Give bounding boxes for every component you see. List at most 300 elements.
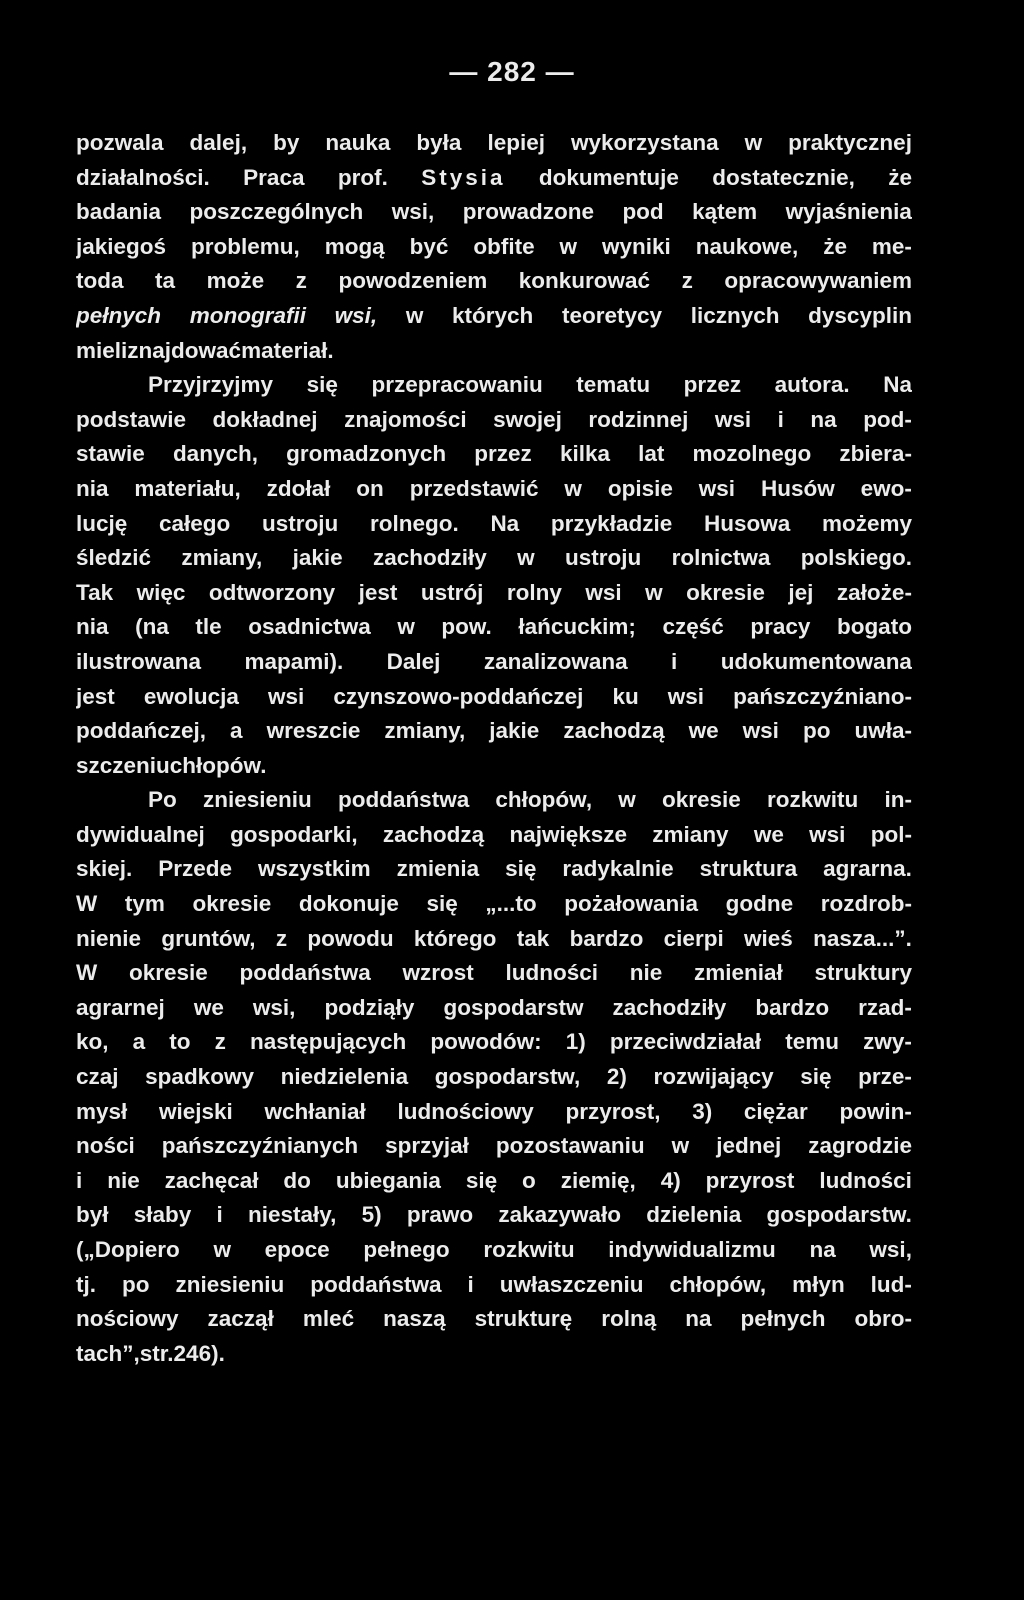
text-line: [76, 887, 912, 922]
word: on: [356, 475, 384, 501]
word: Dalej: [386, 648, 441, 674]
word: słaby: [133, 1202, 192, 1228]
word: agrarnej: [76, 994, 165, 1020]
word: okresie: [662, 787, 741, 813]
word: pow.: [441, 614, 492, 640]
word: zachodziły: [372, 545, 487, 571]
word: gospodarstw: [443, 994, 584, 1020]
word: autora.: [774, 372, 850, 398]
word: prze-: [858, 1064, 912, 1090]
word: ubiegania: [335, 1167, 441, 1193]
word: zdołał: [266, 475, 331, 501]
word: chłopów,: [669, 1271, 767, 1297]
word: się: [505, 856, 537, 882]
word: licznych: [690, 302, 780, 328]
word: chłopów.: [169, 752, 267, 778]
word: dokładnej: [212, 406, 318, 432]
word: o: [522, 1167, 536, 1193]
word: skiej.: [76, 856, 133, 882]
word: ko,: [76, 1029, 109, 1055]
word: chłopów,: [495, 787, 593, 813]
word: cierpi: [663, 925, 724, 951]
word: poddańczej,: [76, 718, 207, 744]
word: zachodziły: [612, 994, 727, 1020]
word: Przede: [158, 856, 233, 882]
word: w: [517, 545, 535, 571]
text-line: [76, 403, 912, 438]
word: wsi: [698, 475, 736, 501]
word: zachęcał: [164, 1167, 259, 1193]
word: wiejski: [159, 1098, 233, 1124]
word: z: [681, 268, 693, 294]
word: i: [467, 1271, 474, 1297]
word: badania: [76, 199, 162, 225]
word: sprzyjał: [385, 1133, 469, 1159]
text-line: [76, 264, 912, 299]
word: udokumentowana: [720, 648, 912, 674]
word: dalej,: [189, 130, 248, 155]
word: jej: [788, 579, 814, 605]
word: zanalizowana: [483, 648, 628, 674]
word: obro-: [854, 1306, 912, 1332]
word: zakazywało: [498, 1202, 621, 1228]
word: zmiany: [652, 821, 729, 847]
word: 246).: [173, 1340, 225, 1366]
word: niestały,: [248, 1202, 337, 1228]
text-line: [76, 1060, 912, 1095]
word: zmiany,: [181, 545, 263, 571]
word: problemu,: [190, 233, 300, 259]
word: struktury: [814, 960, 912, 986]
word: lepiej: [487, 130, 545, 155]
word: epoce: [264, 1237, 330, 1262]
text-line: [76, 541, 912, 576]
word: z: [214, 1029, 226, 1055]
word: ludnościowy: [397, 1098, 534, 1124]
word: wsi,: [252, 994, 296, 1020]
word: me-: [871, 233, 912, 259]
word: w: [671, 1133, 690, 1159]
word: ustroju: [564, 545, 642, 571]
word: odtworzony: [208, 579, 336, 605]
text-line: [76, 1095, 912, 1130]
text-line: [76, 161, 912, 196]
word: powodu: [307, 925, 394, 951]
word: „...to: [485, 891, 537, 917]
word: gromadzonych: [286, 441, 447, 467]
word: ta: [155, 268, 176, 294]
word: śledzić: [76, 545, 152, 571]
word: wsi,: [334, 302, 378, 328]
word: wieś: [744, 925, 793, 951]
word: wsi: [742, 718, 779, 744]
text-line: [76, 126, 912, 161]
word: założe-: [836, 579, 912, 605]
text-line: [76, 922, 912, 957]
word: uwłaszczeniu: [499, 1271, 644, 1297]
word: dostatecznie,: [712, 164, 855, 190]
word: znajomości: [344, 406, 467, 432]
word: okresie: [128, 960, 208, 986]
word: w: [559, 233, 578, 259]
text-line: [76, 472, 912, 507]
word: a: [132, 1029, 146, 1055]
word: podziąły: [324, 994, 415, 1020]
word: wsi,: [869, 1237, 912, 1262]
word: mysł: [76, 1098, 128, 1124]
word: Husowa: [703, 510, 791, 536]
word: nauka: [325, 130, 391, 155]
word: materiał.: [241, 337, 334, 363]
word: ewolucja: [143, 683, 239, 709]
word: 5): [361, 1202, 382, 1228]
word: wsi: [585, 579, 622, 605]
word: zwy-: [863, 1029, 912, 1055]
word: tj.: [76, 1271, 96, 1297]
word: rolnego.: [369, 510, 459, 536]
word: przyrost,: [565, 1098, 661, 1124]
word: pracy: [750, 614, 811, 640]
word: Praca: [243, 164, 305, 190]
word: młyn: [792, 1271, 845, 1297]
page-body-text: [76, 126, 912, 1371]
word: i: [671, 648, 678, 674]
word: wszystkim: [258, 856, 371, 882]
word: poddaństwa: [310, 1271, 442, 1297]
word: we: [193, 994, 224, 1020]
word: Na: [883, 372, 912, 398]
word: i: [777, 406, 784, 432]
text-line: [76, 991, 912, 1026]
word: w: [744, 130, 763, 155]
word: jednej: [716, 1133, 782, 1159]
word: w: [564, 475, 582, 501]
word: pol-: [870, 821, 912, 847]
word: we: [753, 821, 784, 847]
word: mogą: [324, 233, 385, 259]
word: rozwijający: [653, 1064, 774, 1090]
word: 2): [606, 1064, 627, 1090]
word: przepracowaniu: [371, 372, 543, 398]
word: spadkowy: [145, 1064, 254, 1090]
word: po: [802, 718, 831, 744]
word: wsi: [667, 683, 705, 709]
word: się: [306, 372, 338, 398]
word: prawo: [406, 1202, 474, 1228]
word: 4): [660, 1167, 681, 1193]
text-line: [76, 1337, 912, 1372]
word: zachodzą: [563, 718, 665, 744]
word: powodów:: [430, 1029, 542, 1055]
word: zniesieniu: [202, 787, 312, 813]
word: 3): [692, 1098, 713, 1124]
word: ziemię,: [560, 1167, 636, 1193]
word: ludności: [505, 960, 598, 986]
word: czaj: [76, 1064, 119, 1090]
word: tach”,: [76, 1340, 140, 1366]
word: do: [283, 1167, 311, 1193]
word: jest: [76, 683, 115, 709]
word: mleć: [302, 1306, 355, 1332]
word: temu: [785, 1029, 840, 1055]
word: na: [810, 406, 837, 432]
word: gospodarki,: [230, 821, 358, 847]
word: rozkwitu: [483, 1237, 575, 1262]
word: danych,: [172, 441, 258, 467]
word: z: [295, 268, 307, 294]
text-line: [76, 437, 912, 472]
text-line: [76, 956, 912, 991]
word: lud-: [870, 1271, 912, 1297]
word: zagrodzie: [808, 1133, 912, 1159]
word: ewo-: [860, 475, 912, 501]
word: jakie: [489, 718, 540, 744]
text-line: [76, 230, 912, 265]
word: prof.: [337, 164, 388, 190]
word: opracowywaniem: [724, 268, 912, 294]
word: osadnictwa: [248, 614, 371, 640]
text-line: [76, 1233, 912, 1268]
word: mozolnego: [692, 441, 812, 467]
word: ludności: [819, 1167, 912, 1193]
word: którego: [413, 925, 497, 951]
word: nościowy: [76, 1306, 179, 1332]
word: zbiera-: [839, 441, 912, 467]
text-line: [76, 645, 912, 680]
word: zmiany,: [384, 718, 466, 744]
word: powodzeniem: [338, 268, 488, 294]
word: ustrój: [420, 579, 484, 605]
word: Stysia: [421, 164, 506, 190]
word: rolnictwa: [671, 545, 771, 571]
word: naszą: [383, 1306, 446, 1332]
word: pożałowania: [564, 891, 699, 917]
word: poddaństwa: [239, 960, 371, 986]
word: powin-: [839, 1098, 912, 1124]
word: wsi: [809, 821, 846, 847]
text-line: [76, 195, 912, 230]
text-line: [76, 714, 912, 749]
word: W: [76, 960, 98, 986]
word: czynszowo-poddańczej: [333, 683, 584, 709]
text-line: [76, 749, 912, 784]
word: okresie: [192, 891, 272, 917]
word: nia: [76, 475, 109, 501]
text-line: [76, 1198, 912, 1233]
word: nie: [107, 1167, 140, 1193]
word: teoretycy: [561, 302, 663, 328]
word: pod-: [863, 406, 912, 432]
word: była: [416, 130, 462, 155]
word: rozdrob-: [820, 891, 912, 917]
word: nienie: [76, 925, 142, 951]
word: Po: [148, 787, 177, 813]
word: bardzo: [755, 994, 830, 1020]
word: że: [888, 164, 912, 190]
word: zmieniał: [693, 960, 783, 986]
word: obfite: [473, 233, 535, 259]
word: materiału,: [134, 475, 241, 501]
text-line: [76, 852, 912, 887]
word: 1): [565, 1029, 586, 1055]
word: Przyjrzyjmy: [148, 372, 274, 398]
word: praktycznej: [788, 130, 912, 155]
word: pełnych: [740, 1306, 826, 1332]
word: pańszczyźniano-: [733, 683, 912, 709]
word: dyscyplin: [808, 302, 912, 328]
word: bardzo: [569, 925, 644, 951]
word: agrarna.: [823, 856, 912, 882]
word: przykładzie: [550, 510, 673, 536]
word: pełnego: [363, 1237, 450, 1262]
word: mapami).: [244, 648, 344, 674]
word: tak: [516, 925, 550, 951]
word: przedstawić: [409, 475, 539, 501]
word: stawie: [76, 441, 145, 467]
word: był: [76, 1202, 109, 1228]
word: podstawie: [76, 406, 187, 432]
word: więc: [136, 579, 186, 605]
word: polskiego.: [800, 545, 912, 571]
word: w: [405, 302, 424, 328]
text-line: [76, 610, 912, 645]
word: wykorzystana: [571, 130, 719, 155]
word: niedzielenia: [280, 1064, 409, 1090]
word: całego: [159, 510, 231, 536]
word: gospodarstw.: [766, 1202, 912, 1228]
word: godne: [725, 891, 794, 917]
word: dywidualnej: [76, 821, 205, 847]
text-line: [76, 1302, 912, 1337]
word: w: [213, 1237, 231, 1262]
word: może: [206, 268, 265, 294]
word: przez: [683, 372, 742, 398]
word: część: [662, 614, 724, 640]
word: tematu: [576, 372, 651, 398]
word: a: [230, 718, 243, 744]
word: tle: [195, 614, 222, 640]
word: ilustrowana: [76, 648, 202, 674]
word: poszczególnych: [189, 199, 364, 225]
word: możemy: [821, 510, 912, 536]
word: wreszcie: [266, 718, 361, 744]
text-line: [76, 818, 912, 853]
word: wzrost: [402, 960, 474, 986]
text-line: [76, 507, 912, 542]
text-line: [76, 576, 912, 611]
word: opisie: [607, 475, 673, 501]
word: pozwala: [76, 130, 164, 155]
word: przyrost: [705, 1167, 795, 1193]
word: pańszczyźnianych: [161, 1133, 359, 1159]
word: przez: [474, 441, 532, 467]
word: okresie: [686, 579, 765, 605]
word: Husów: [760, 475, 835, 501]
word: wchłaniał: [264, 1098, 366, 1124]
word: rolną: [601, 1306, 657, 1332]
word: in-: [884, 787, 912, 813]
word: w: [618, 787, 636, 813]
word: ności: [76, 1133, 135, 1159]
word: znajdować: [127, 337, 242, 363]
word: się: [426, 891, 458, 917]
word: w: [645, 579, 663, 605]
word: następujących: [249, 1029, 407, 1055]
word: struktura: [699, 856, 798, 882]
word: wsi: [267, 683, 305, 709]
word: Na: [490, 510, 520, 536]
word: i: [216, 1202, 223, 1228]
text-line: [76, 368, 912, 403]
word: być: [409, 233, 449, 259]
word: na: [685, 1306, 712, 1332]
word: zachodzą: [382, 821, 485, 847]
word: dzielenia: [646, 1202, 742, 1228]
word: swojej: [493, 406, 562, 432]
word: i: [76, 1167, 83, 1193]
word: wsi,: [391, 199, 435, 225]
word: nie: [629, 960, 663, 986]
word: tym: [124, 891, 165, 917]
word: z: [275, 925, 288, 951]
word: indywidualizmu: [608, 1237, 776, 1262]
word: ciężar: [743, 1098, 808, 1124]
word: ustroju: [262, 510, 339, 536]
text-line: [76, 680, 912, 715]
word: kątem: [692, 199, 758, 225]
text-line: [76, 1025, 912, 1060]
word: toda: [76, 268, 124, 294]
word: poddaństwa: [337, 787, 470, 813]
text-line: [76, 1129, 912, 1164]
text-line: [76, 783, 912, 818]
word: zmienia: [396, 856, 480, 882]
word: się: [465, 1167, 498, 1193]
word: działalności.: [76, 164, 210, 190]
word: naukowe,: [695, 233, 799, 259]
word: („Dopiero: [76, 1237, 180, 1262]
text-line: [76, 334, 912, 369]
page-number: — 282 —: [449, 56, 575, 87]
word: Tak: [76, 579, 114, 605]
word: rzad-: [858, 994, 912, 1020]
word: zniesieniu: [175, 1271, 285, 1297]
word: wsi: [714, 406, 752, 432]
word: jest: [358, 579, 398, 605]
word: szczeniu: [76, 752, 170, 778]
word: W: [76, 891, 98, 917]
word: pozostawaniu: [495, 1133, 645, 1159]
word: lucję: [76, 510, 128, 536]
word: po: [121, 1271, 150, 1297]
word: jakie: [292, 545, 343, 571]
word: konkurować: [518, 268, 651, 294]
word: str.: [139, 1340, 174, 1366]
word: pełnych: [76, 302, 162, 328]
word: prowadzone: [462, 199, 594, 225]
word: strukturę: [474, 1306, 573, 1332]
word: że: [823, 233, 847, 259]
word: jakiegoś: [76, 233, 167, 259]
word: przeciwdziałał: [609, 1029, 762, 1055]
word: dokumentuje: [538, 164, 679, 190]
word: gruntów,: [161, 925, 256, 951]
word: ku: [612, 683, 639, 709]
word: uwła-: [854, 718, 912, 744]
word: wyjaśnienia: [785, 199, 912, 225]
word: to: [169, 1029, 191, 1055]
word: lat: [638, 441, 665, 467]
